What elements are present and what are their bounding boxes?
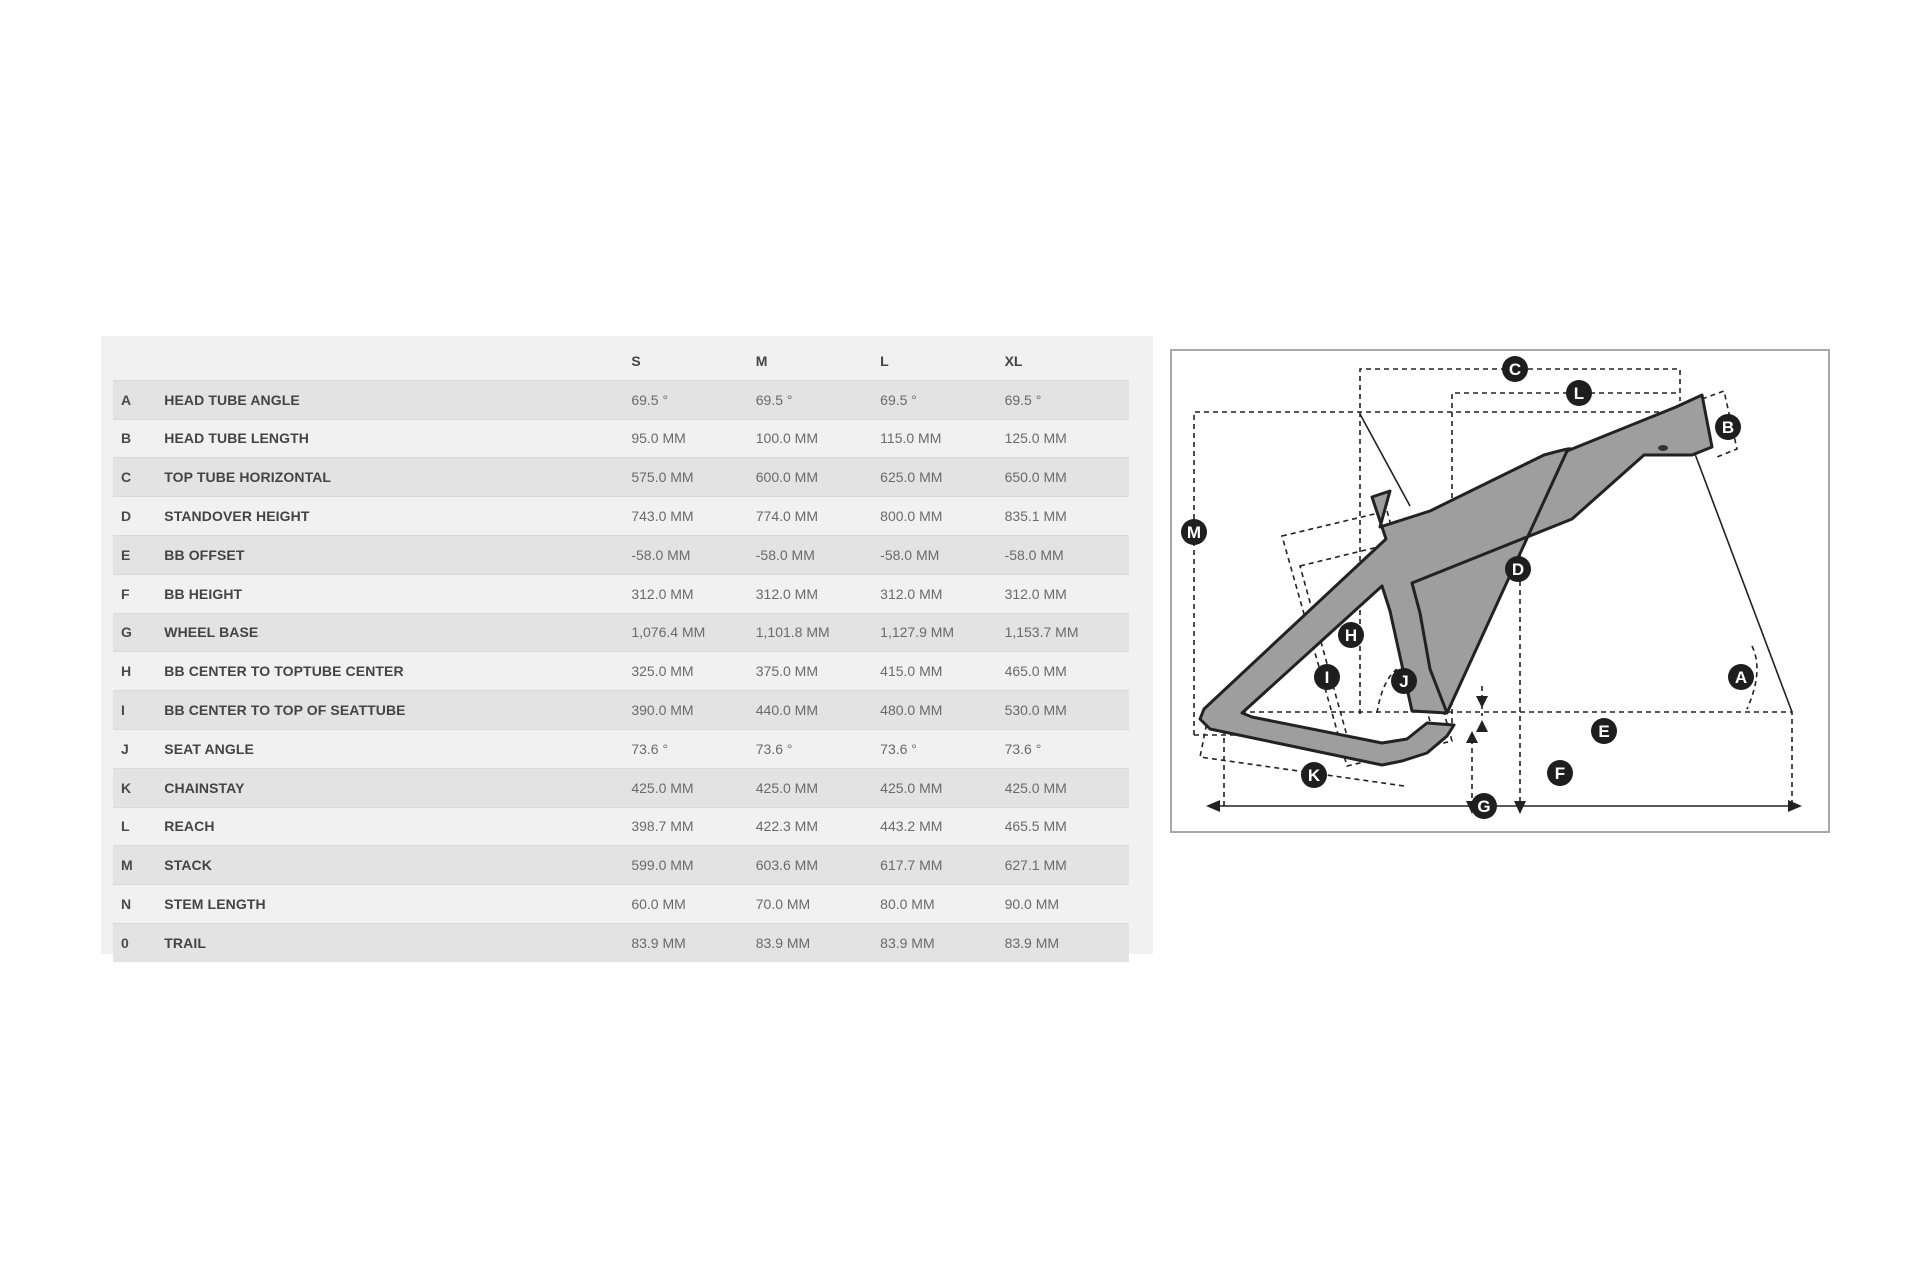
row-measurement-name: BB HEIGHT [164, 585, 243, 602]
row-value: 83.9 MM [1004, 934, 1060, 951]
row-value: 1,076.4 MM [631, 624, 706, 641]
table-row [113, 729, 1129, 768]
frame-diagram-svg [1172, 351, 1828, 831]
badge-j [1391, 668, 1417, 694]
row-key: A [121, 391, 132, 408]
row-measurement-name: STANDOVER HEIGHT [164, 508, 310, 525]
row-value: 530.0 MM [1004, 702, 1067, 719]
row-value: 774.0 MM [755, 508, 818, 525]
svg-text:K: K [1307, 766, 1321, 785]
row-value: 575.0 MM [631, 469, 694, 486]
row-value: 375.0 MM [755, 663, 818, 680]
badge-i [1314, 664, 1340, 690]
row-value: 425.0 MM [755, 779, 818, 796]
row-value: 599.0 MM [631, 857, 694, 874]
row-value: 398.7 MM [631, 818, 694, 835]
row-value: 425.0 MM [631, 779, 694, 796]
svg-text:L: L [1573, 384, 1585, 403]
table-row [113, 846, 1129, 885]
row-measurement-name: STACK [164, 857, 212, 874]
arrow-g-left [1206, 800, 1220, 812]
row-value: 1,127.9 MM [880, 624, 955, 641]
geometry-table [113, 342, 1129, 962]
badge-l [1566, 380, 1592, 406]
row-measurement-name: CHAINSTAY [164, 779, 245, 796]
row-key: C [121, 469, 132, 486]
row-key: G [121, 624, 132, 641]
row-value: 1,101.8 MM [755, 624, 830, 641]
badge-g [1471, 793, 1497, 819]
arrow-d-bottom [1514, 801, 1526, 814]
svg-text:E: E [1598, 722, 1610, 741]
table-row [113, 691, 1129, 730]
row-value: 60.0 MM [631, 896, 686, 913]
row-key: N [121, 896, 132, 913]
table-row [113, 923, 1129, 961]
row-value: 480.0 MM [880, 702, 943, 719]
arrow-f-top [1466, 731, 1478, 743]
row-value: 603.6 MM [755, 857, 818, 874]
table-row [113, 768, 1129, 807]
row-value: 425.0 MM [1004, 779, 1067, 796]
row-measurement-name: SEAT ANGLE [164, 740, 254, 757]
row-value: 73.6 ° [755, 740, 793, 757]
svg-text:G: G [1477, 797, 1491, 816]
row-value: 415.0 MM [880, 663, 943, 680]
row-value: 800.0 MM [880, 508, 943, 525]
row-value: 312.0 MM [755, 585, 818, 602]
row-value: 73.6 ° [880, 740, 917, 757]
svg-text:J: J [1399, 672, 1409, 691]
header-size-s: S [631, 352, 641, 369]
row-key: J [121, 740, 129, 757]
row-value: 90.0 MM [1004, 896, 1060, 913]
table-row [113, 419, 1129, 458]
row-value: 422.3 MM [755, 818, 818, 835]
row-value: 73.6 ° [631, 740, 669, 757]
row-measurement-name: TRAIL [164, 934, 206, 951]
row-value: -58.0 MM [755, 546, 815, 563]
bike-frame [1200, 395, 1712, 765]
badge-h [1338, 622, 1364, 648]
row-measurement-name: BB CENTER TO TOPTUBE CENTER [164, 663, 404, 680]
row-measurement-name: WHEEL BASE [164, 624, 259, 641]
row-key: M [121, 857, 133, 874]
row-value: 650.0 MM [1004, 469, 1067, 486]
row-value: 83.9 MM [755, 934, 811, 951]
table-row [113, 613, 1129, 652]
row-key: 0 [121, 934, 129, 951]
arrow-g-right [1788, 800, 1802, 812]
row-value: 115.0 MM [880, 430, 942, 447]
row-measurement-name: REACH [164, 818, 215, 835]
row-value: 80.0 MM [880, 896, 935, 913]
row-key: B [121, 430, 132, 447]
table-header-row [113, 342, 1129, 380]
frame-geometry-diagram [1170, 349, 1830, 833]
header-name [164, 342, 631, 380]
row-key: K [121, 779, 132, 796]
row-value: 83.9 MM [631, 934, 686, 951]
row-value: 95.0 MM [631, 430, 686, 447]
badge-f [1547, 760, 1573, 786]
svg-text:M: M [1186, 523, 1202, 542]
row-value: 100.0 MM [755, 430, 818, 447]
row-value: -58.0 MM [880, 546, 940, 563]
row-value: 69.5 ° [755, 391, 793, 408]
row-value: 625.0 MM [880, 469, 943, 486]
svg-text:C: C [1508, 360, 1522, 379]
svg-text:H: H [1344, 626, 1358, 645]
row-measurement-name: BB OFFSET [164, 546, 245, 563]
svg-text:I: I [1324, 668, 1330, 687]
table-body [113, 380, 1129, 961]
header-key [113, 342, 164, 380]
row-value: 83.9 MM [880, 934, 935, 951]
row-value: 312.0 MM [1004, 585, 1067, 602]
row-value: 440.0 MM [755, 702, 818, 719]
svg-text:F: F [1554, 764, 1566, 783]
row-value: 425.0 MM [880, 779, 943, 796]
badge-b [1715, 414, 1741, 440]
row-value: 743.0 MM [631, 508, 694, 525]
row-value: 312.0 MM [880, 585, 943, 602]
row-value: 1,153.7 MM [1004, 624, 1079, 641]
svg-text:B: B [1721, 418, 1735, 437]
row-value: 69.5 ° [631, 391, 669, 408]
table-row [113, 885, 1129, 924]
table-row [113, 458, 1129, 497]
row-value: 835.1 MM [1004, 508, 1067, 525]
table-row [113, 807, 1129, 846]
row-measurement-name: TOP TUBE HORIZONTAL [164, 469, 332, 486]
badge-m [1181, 519, 1207, 545]
header-size-l: L [880, 352, 889, 369]
row-value: 125.0 MM [1004, 430, 1067, 447]
row-value: 617.7 MM [880, 857, 943, 874]
row-value: 465.0 MM [1004, 663, 1067, 680]
row-value: 70.0 MM [755, 896, 811, 913]
row-key: E [121, 546, 131, 563]
row-value: 69.5 ° [880, 391, 917, 408]
badge-d [1505, 556, 1531, 582]
table-row [113, 497, 1129, 536]
row-key: H [121, 663, 132, 680]
arrow-e-bottom [1476, 720, 1488, 732]
table-row [113, 380, 1129, 419]
row-value: 69.5 ° [1004, 391, 1042, 408]
row-key: F [121, 585, 130, 602]
row-value: 390.0 MM [631, 702, 694, 719]
header-size-xl: XL [1004, 352, 1023, 369]
svg-text:D: D [1511, 560, 1525, 579]
badge-c [1502, 356, 1528, 382]
row-key: I [121, 702, 125, 719]
row-value: 465.5 MM [1004, 818, 1067, 835]
dim-line-bb-ref [1232, 712, 1792, 806]
row-measurement-name: HEAD TUBE LENGTH [164, 430, 309, 447]
row-value: -58.0 MM [631, 546, 691, 563]
badge-k [1301, 762, 1327, 788]
badge-a [1728, 664, 1754, 690]
table-row [113, 535, 1129, 574]
cable-port [1658, 445, 1668, 451]
row-measurement-name: HEAD TUBE ANGLE [164, 391, 300, 408]
row-value: 325.0 MM [631, 663, 694, 680]
row-key: L [121, 818, 130, 835]
badge-e [1591, 718, 1617, 744]
row-value: -58.0 MM [1004, 546, 1064, 563]
row-value: 443.2 MM [880, 818, 943, 835]
row-measurement-name: BB CENTER TO TOP OF SEATTUBE [164, 702, 406, 719]
table-row [113, 574, 1129, 613]
row-value: 627.1 MM [1004, 857, 1067, 874]
arrow-e-top [1476, 696, 1488, 708]
row-measurement-name: STEM LENGTH [164, 896, 266, 913]
row-value: 312.0 MM [631, 585, 694, 602]
row-value: 600.0 MM [755, 469, 818, 486]
row-key: D [121, 508, 132, 525]
svg-text:A: A [1734, 668, 1748, 687]
table-row [113, 652, 1129, 691]
row-value: 73.6 ° [1004, 740, 1042, 757]
geometry-table-panel [101, 336, 1153, 954]
header-size-m: M [755, 352, 768, 369]
